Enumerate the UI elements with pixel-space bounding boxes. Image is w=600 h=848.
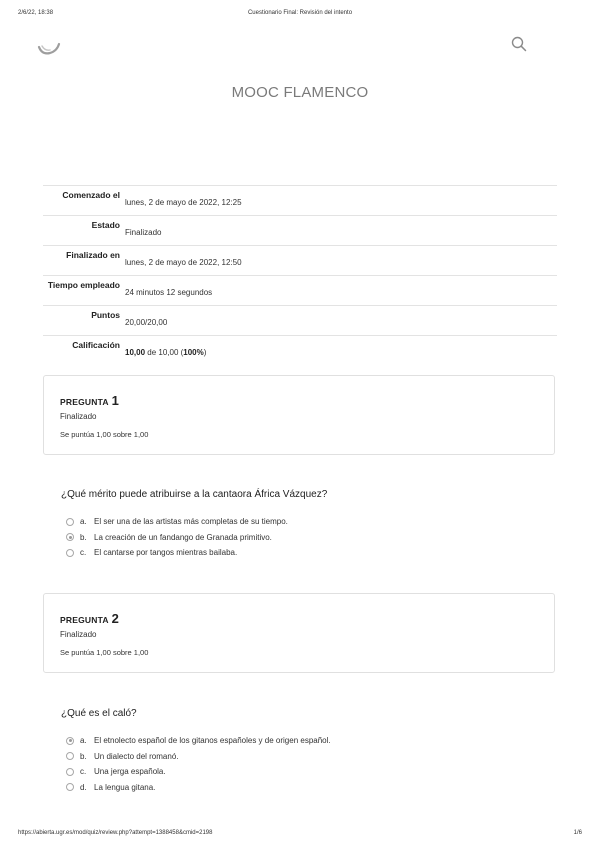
question-state: Finalizado (60, 412, 97, 421)
attempt-summary-table (43, 185, 557, 365)
answer-option[interactable] (66, 545, 288, 561)
grade-score: 10,00 (125, 348, 146, 357)
summary-row-grade (43, 336, 557, 365)
question-number: 1 (111, 393, 119, 408)
answer-letter: b. (80, 751, 87, 761)
radio-button[interactable] (66, 768, 74, 776)
summary-label: Comenzado el (62, 190, 120, 200)
summary-row-finished (43, 246, 557, 276)
print-page-number: 1/6 (573, 830, 582, 836)
answer-text: El ser una de las artistas más completas de su tiempo. (94, 517, 288, 527)
summary-value: lunes, 2 de mayo de 2022, 12:25 (125, 198, 242, 207)
question-info-1 (43, 375, 555, 455)
question-info-2 (43, 593, 555, 673)
site-title[interactable]: MOOC FLAMENCO (231, 84, 369, 101)
summary-label: Estado (91, 220, 120, 230)
answer-text: El etnolecto español de los gitanos españoles y de origen español. (94, 736, 331, 746)
summary-row-time (43, 276, 557, 306)
question-state: Finalizado (60, 630, 97, 639)
summary-row-points (43, 306, 557, 336)
print-header (18, 10, 582, 16)
answer-letter: a. (80, 736, 87, 746)
answer-option[interactable] (66, 514, 288, 530)
summary-row-started (43, 186, 557, 216)
answer-option[interactable] (66, 764, 331, 780)
summary-label: Tiempo empleado (47, 280, 120, 290)
question-text-2: ¿Qué es el caló? (61, 708, 137, 719)
question-text-1: ¿Qué mérito puede atribuirse a la cantaora África Vázquez? (61, 489, 328, 500)
radio-button[interactable] (66, 549, 74, 557)
answer-text: La creación de un fandango de Granada primitivo. (94, 532, 272, 542)
question-grade: Se puntúa 1,00 sobre 1,00 (60, 430, 149, 439)
question-grade: Se puntúa 1,00 sobre 1,00 (60, 648, 149, 657)
answer-letter: c. (80, 548, 87, 558)
radio-button[interactable] (66, 518, 74, 526)
summary-value: lunes, 2 de mayo de 2022, 12:50 (125, 258, 242, 267)
summary-label: Finalizado en (66, 250, 120, 260)
answer-text: La lengua gitana. (94, 782, 156, 792)
question-heading (60, 610, 119, 628)
radio-button-selected[interactable] (66, 737, 74, 745)
summary-value: 24 minutos 12 segundos (125, 288, 213, 297)
radio-button[interactable] (66, 783, 74, 791)
summary-value: 20,00/20,00 (125, 318, 168, 327)
question-word: PREGUNTA (60, 615, 109, 625)
site-logo-icon[interactable] (36, 38, 62, 56)
print-url: https://abierta.ugr.es/mod/quiz/review.php?attempt=1388458&cmid=2198 (18, 830, 213, 836)
answer-option[interactable] (66, 780, 331, 796)
summary-row-state (43, 216, 557, 246)
summary-label: Puntos (91, 310, 120, 320)
summary-value (120, 336, 206, 365)
answer-list-1 (66, 514, 288, 561)
answer-letter: c. (80, 767, 87, 777)
radio-button[interactable] (66, 752, 74, 760)
question-word: PREGUNTA (60, 397, 109, 407)
print-date: 2/6/22, 18:38 (18, 10, 54, 16)
answer-letter: d. (80, 782, 87, 792)
print-footer (18, 830, 582, 836)
answer-option[interactable] (66, 733, 331, 749)
answer-letter: b. (80, 532, 87, 542)
search-icon[interactable] (511, 36, 527, 52)
answer-letter: a. (80, 517, 87, 527)
grade-end: ) (203, 348, 207, 357)
radio-button-selected[interactable] (66, 533, 74, 541)
answer-list-2 (66, 733, 331, 795)
answer-option[interactable] (66, 530, 288, 546)
summary-value: Finalizado (125, 228, 162, 237)
answer-text: El cantarse por tangos mientras bailaba. (94, 548, 238, 558)
answer-text: Un dialecto del romanó. (94, 751, 179, 761)
summary-label: Calificación (72, 340, 120, 350)
print-title: Cuestionario Final: Revisión del intento (247, 10, 353, 16)
answer-text: Una jerga española. (94, 767, 166, 777)
grade-mid: de 10,00 ( (145, 348, 184, 357)
question-number: 2 (111, 611, 119, 626)
answer-option[interactable] (66, 749, 331, 765)
grade-percent: 100% (183, 348, 204, 357)
question-heading (60, 392, 119, 410)
